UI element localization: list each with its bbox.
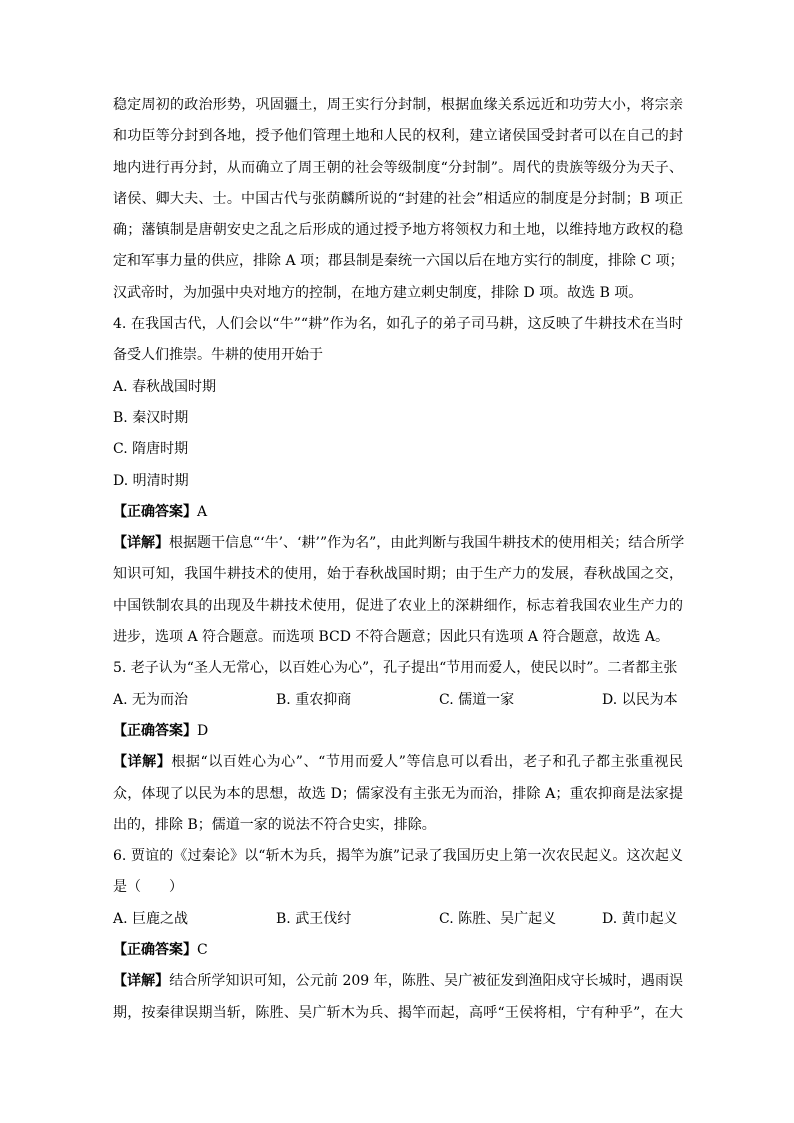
question-stem: 5. 老子认为“圣人无常心，以百姓心为心”，孔子提出“节用而爱人，使民以时”。二者都主张 [113, 660, 678, 677]
option-a: A. 春秋战国时期 [113, 378, 217, 395]
document-page [113, 90, 683, 1029]
answer-value: A [197, 503, 208, 520]
option-c: C. 陈胜、吴广起义 [439, 910, 557, 927]
correct-answer [113, 716, 683, 747]
question-6 [113, 841, 683, 1029]
option-b: B. 重农抑商 [276, 691, 352, 708]
text-line: 确；藩镇制是唐朝安史之乱之后形成的通过授予地方将领权力和土地，以维持地方政权的稳 [113, 222, 683, 239]
option-d: D. 以民为本 [602, 691, 678, 708]
text-line: 定和军事力量的供应，排除 A 项；郡县制是秦统一六国以后在地方实行的制度，排除 C 项； [113, 253, 684, 270]
detail-text: 根据“以百姓心为心”、“节用而爱人”等信息可以看出，老子和孔子都主张重视民 [171, 754, 683, 771]
detail-line [113, 747, 683, 778]
option-a: A. 巨鹿之战 [113, 910, 189, 927]
detail-line: 知识可知，我国牛耕技术的使用，始于春秋战国时期；由于生产力的发展，春秋战国之交， [113, 566, 683, 583]
detail-label: 【详解】 [113, 973, 170, 990]
text-line: 稳定周初的政治形势，巩固疆土，周王实行分封制，根据血缘关系远近和功劳大小，将宗亲 [113, 97, 683, 113]
option-c: C. 隋唐时期 [113, 441, 189, 458]
option-d: D. 明清时期 [113, 472, 189, 489]
detail-line [113, 966, 683, 997]
answer-value: C [197, 942, 208, 959]
option-d: D. 黄巾起义 [602, 910, 678, 927]
answer-label: 【正确答案】 [113, 722, 197, 739]
detail-label: 【详解】 [113, 754, 172, 771]
option-c: C. 儒道一家 [439, 691, 515, 708]
question-stem: 4. 在我国古代，人们会以“牛”“耕”作为名，如孔子的弟子司马耕，这反映了牛耕技术在当时 [113, 316, 683, 333]
text-line: 汉武帝时，为加强中央对地方的控制，在地方建立刺史制度，排除 D 项。故选 B 项。 [113, 284, 643, 301]
detail-line: 中国铁制农具的出现及牛耕技术使用，促进了农业上的深耕细作，标志着我国农业生产力的 [113, 597, 683, 614]
question-4 [113, 309, 683, 653]
correct-answer [113, 497, 683, 528]
answer-label: 【正确答案】 [113, 942, 197, 959]
option-b: B. 武王伐纣 [276, 910, 352, 927]
answer-value: D [197, 722, 209, 739]
question-stem: 是（ ） [113, 879, 183, 896]
option-a: A. 无为而治 [113, 691, 189, 708]
detail-text: 根据题干信息“‘牛’、‘耕’”作为名”，由此判断与我国牛耕技术的使用相关；结合所学 [169, 535, 685, 552]
text-line: 诸侯、卿大夫、士。中国古代与张荫麟所说的“封建的社会”相适应的制度是分封制；B 项正 [113, 190, 683, 207]
options-row [113, 904, 683, 935]
correct-answer [113, 935, 683, 966]
detail-label: 【详解】 [113, 535, 169, 552]
detail-line: 出的，排除 B；儒道一家的说法不符合史实，排除。 [113, 816, 436, 833]
answer-label: 【正确答案】 [113, 503, 197, 520]
text-line: 和功臣等分封到各地，授予他们管理土地和人民的权利，建立诸侯国受封者可以在自己的封 [113, 128, 683, 145]
detail-line: 众，体现了以民为本的思想，故选 D；儒家没有主张无为而治，排除 A；重农抑商是法家提 [113, 785, 683, 802]
question-stem: 备受人们推崇。牛耕的使用开始于 [113, 347, 323, 364]
option-b: B. 秦汉时期 [113, 409, 189, 426]
detail-line: 期，按秦律误期当斩，陈胜、吴广斩木为兵、揭竿而起，高呼“王侯将相，宁有种乎”，在大 [113, 1004, 683, 1021]
question-5 [113, 653, 683, 841]
detail-text: 结合所学知识可知，公元前 209 年，陈胜、吴广被征发到渔阳戍守长城时，遇雨误 [169, 973, 684, 990]
previous-explanation [113, 90, 683, 309]
detail-line [113, 528, 683, 559]
detail-line: 进步，选项 A 符合题意。而选项 BCD 不符合题意；因此只有选项 A 符合题意，故选 A。 [113, 629, 669, 646]
options-row [113, 685, 683, 716]
text-line: 地内进行再分封，从而确立了周王朝的社会等级制度“分封制”。周代的贵族等级分为天子、 [113, 159, 683, 176]
question-stem: 6. 贾谊的《过秦论》以“斩木为兵，揭竿为旗”记录了我国历史上第一次农民起义。这次起义 [113, 848, 683, 865]
